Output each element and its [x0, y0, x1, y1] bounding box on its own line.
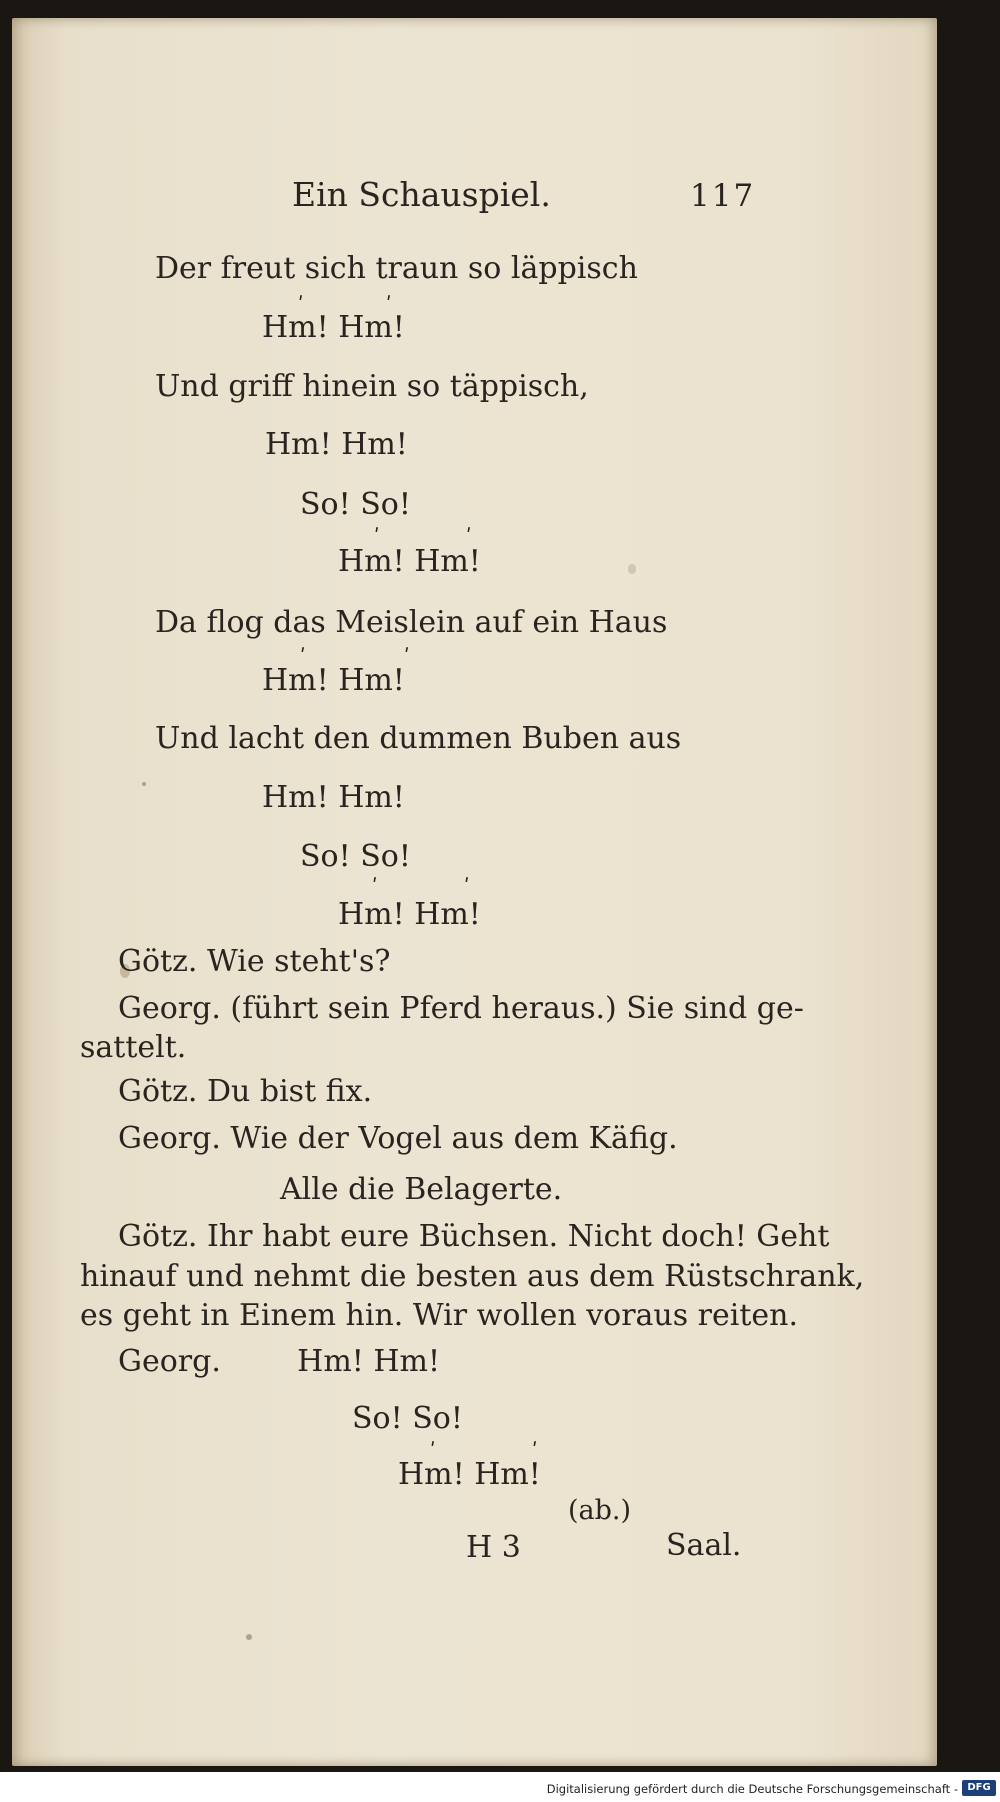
- accent-mark: ʹ: [464, 874, 470, 898]
- text-line: So! So!: [300, 839, 411, 874]
- text-line: hinauf und nehmt die besten aus dem Rüstschrank,: [80, 1259, 865, 1294]
- credit-bar: [0, 1776, 1000, 1802]
- text-line: Georg. (führt sein Pferd heraus.) Sie sind ge-: [118, 991, 804, 1026]
- text-line: Georg. Hm! Hm!: [118, 1344, 441, 1379]
- text-line: Hm! Hm!: [262, 663, 405, 698]
- text-line: sattelt.: [80, 1030, 187, 1065]
- text-line: Hm! Hm!: [398, 1457, 541, 1492]
- text-line: Götz. Du bist fix.: [118, 1074, 373, 1109]
- accent-mark: ʹ: [372, 874, 378, 898]
- text-line: So! So!: [352, 1401, 463, 1436]
- signature-mark: H 3: [466, 1530, 521, 1565]
- paper-stain: [628, 564, 636, 574]
- text-line: Götz. Wie steht's?: [118, 944, 391, 979]
- accent-mark: ʹ: [386, 292, 392, 316]
- text-line: Hm! Hm!: [265, 427, 408, 462]
- text-line: Hm! Hm!: [338, 544, 481, 579]
- text-line: es geht in Einem hin. Wir wollen voraus reiten.: [80, 1298, 799, 1333]
- text-line: Da flog das Meislein auf ein Haus: [155, 605, 668, 640]
- accent-mark: ʹ: [430, 1438, 436, 1462]
- text-line: Und griff hinein so täppisch,: [155, 369, 589, 404]
- text-line: Hm! Hm!: [338, 897, 481, 932]
- paper-stain: [246, 1634, 252, 1640]
- text-line: Georg. Wie der Vogel aus dem Käfig.: [118, 1121, 678, 1156]
- accent-mark: ʹ: [532, 1438, 538, 1462]
- accent-mark: ʹ: [298, 292, 304, 316]
- page-number: 117: [690, 178, 756, 214]
- dfg-logo: DFG: [962, 1780, 996, 1796]
- accent-mark: ʹ: [300, 644, 306, 668]
- text-line: Alle die Belagerte.: [280, 1172, 563, 1207]
- text-line: So! So!: [300, 487, 411, 522]
- stage-direction: (ab.): [568, 1495, 632, 1526]
- accent-mark: ʹ: [404, 644, 410, 668]
- accent-mark: ʹ: [466, 524, 472, 548]
- text-line: Götz. Ihr habt eure Büchsen. Nicht doch! Geht: [118, 1219, 830, 1254]
- text-line: Der freut sich traun so läppisch: [155, 251, 638, 286]
- text-line: Und lacht den dummen Buben aus: [155, 721, 682, 756]
- text-line: Hm! Hm!: [262, 780, 405, 815]
- running-head: Ein Schauspiel.: [292, 175, 551, 214]
- credit-text: Digitalisierung gefördert durch die Deutsche Forschungsgemeinschaft -: [546, 1782, 958, 1796]
- catchword: Saal.: [666, 1528, 742, 1563]
- text-line: Hm! Hm!: [262, 310, 405, 345]
- paper-stain: [142, 782, 146, 786]
- accent-mark: ʹ: [374, 524, 380, 548]
